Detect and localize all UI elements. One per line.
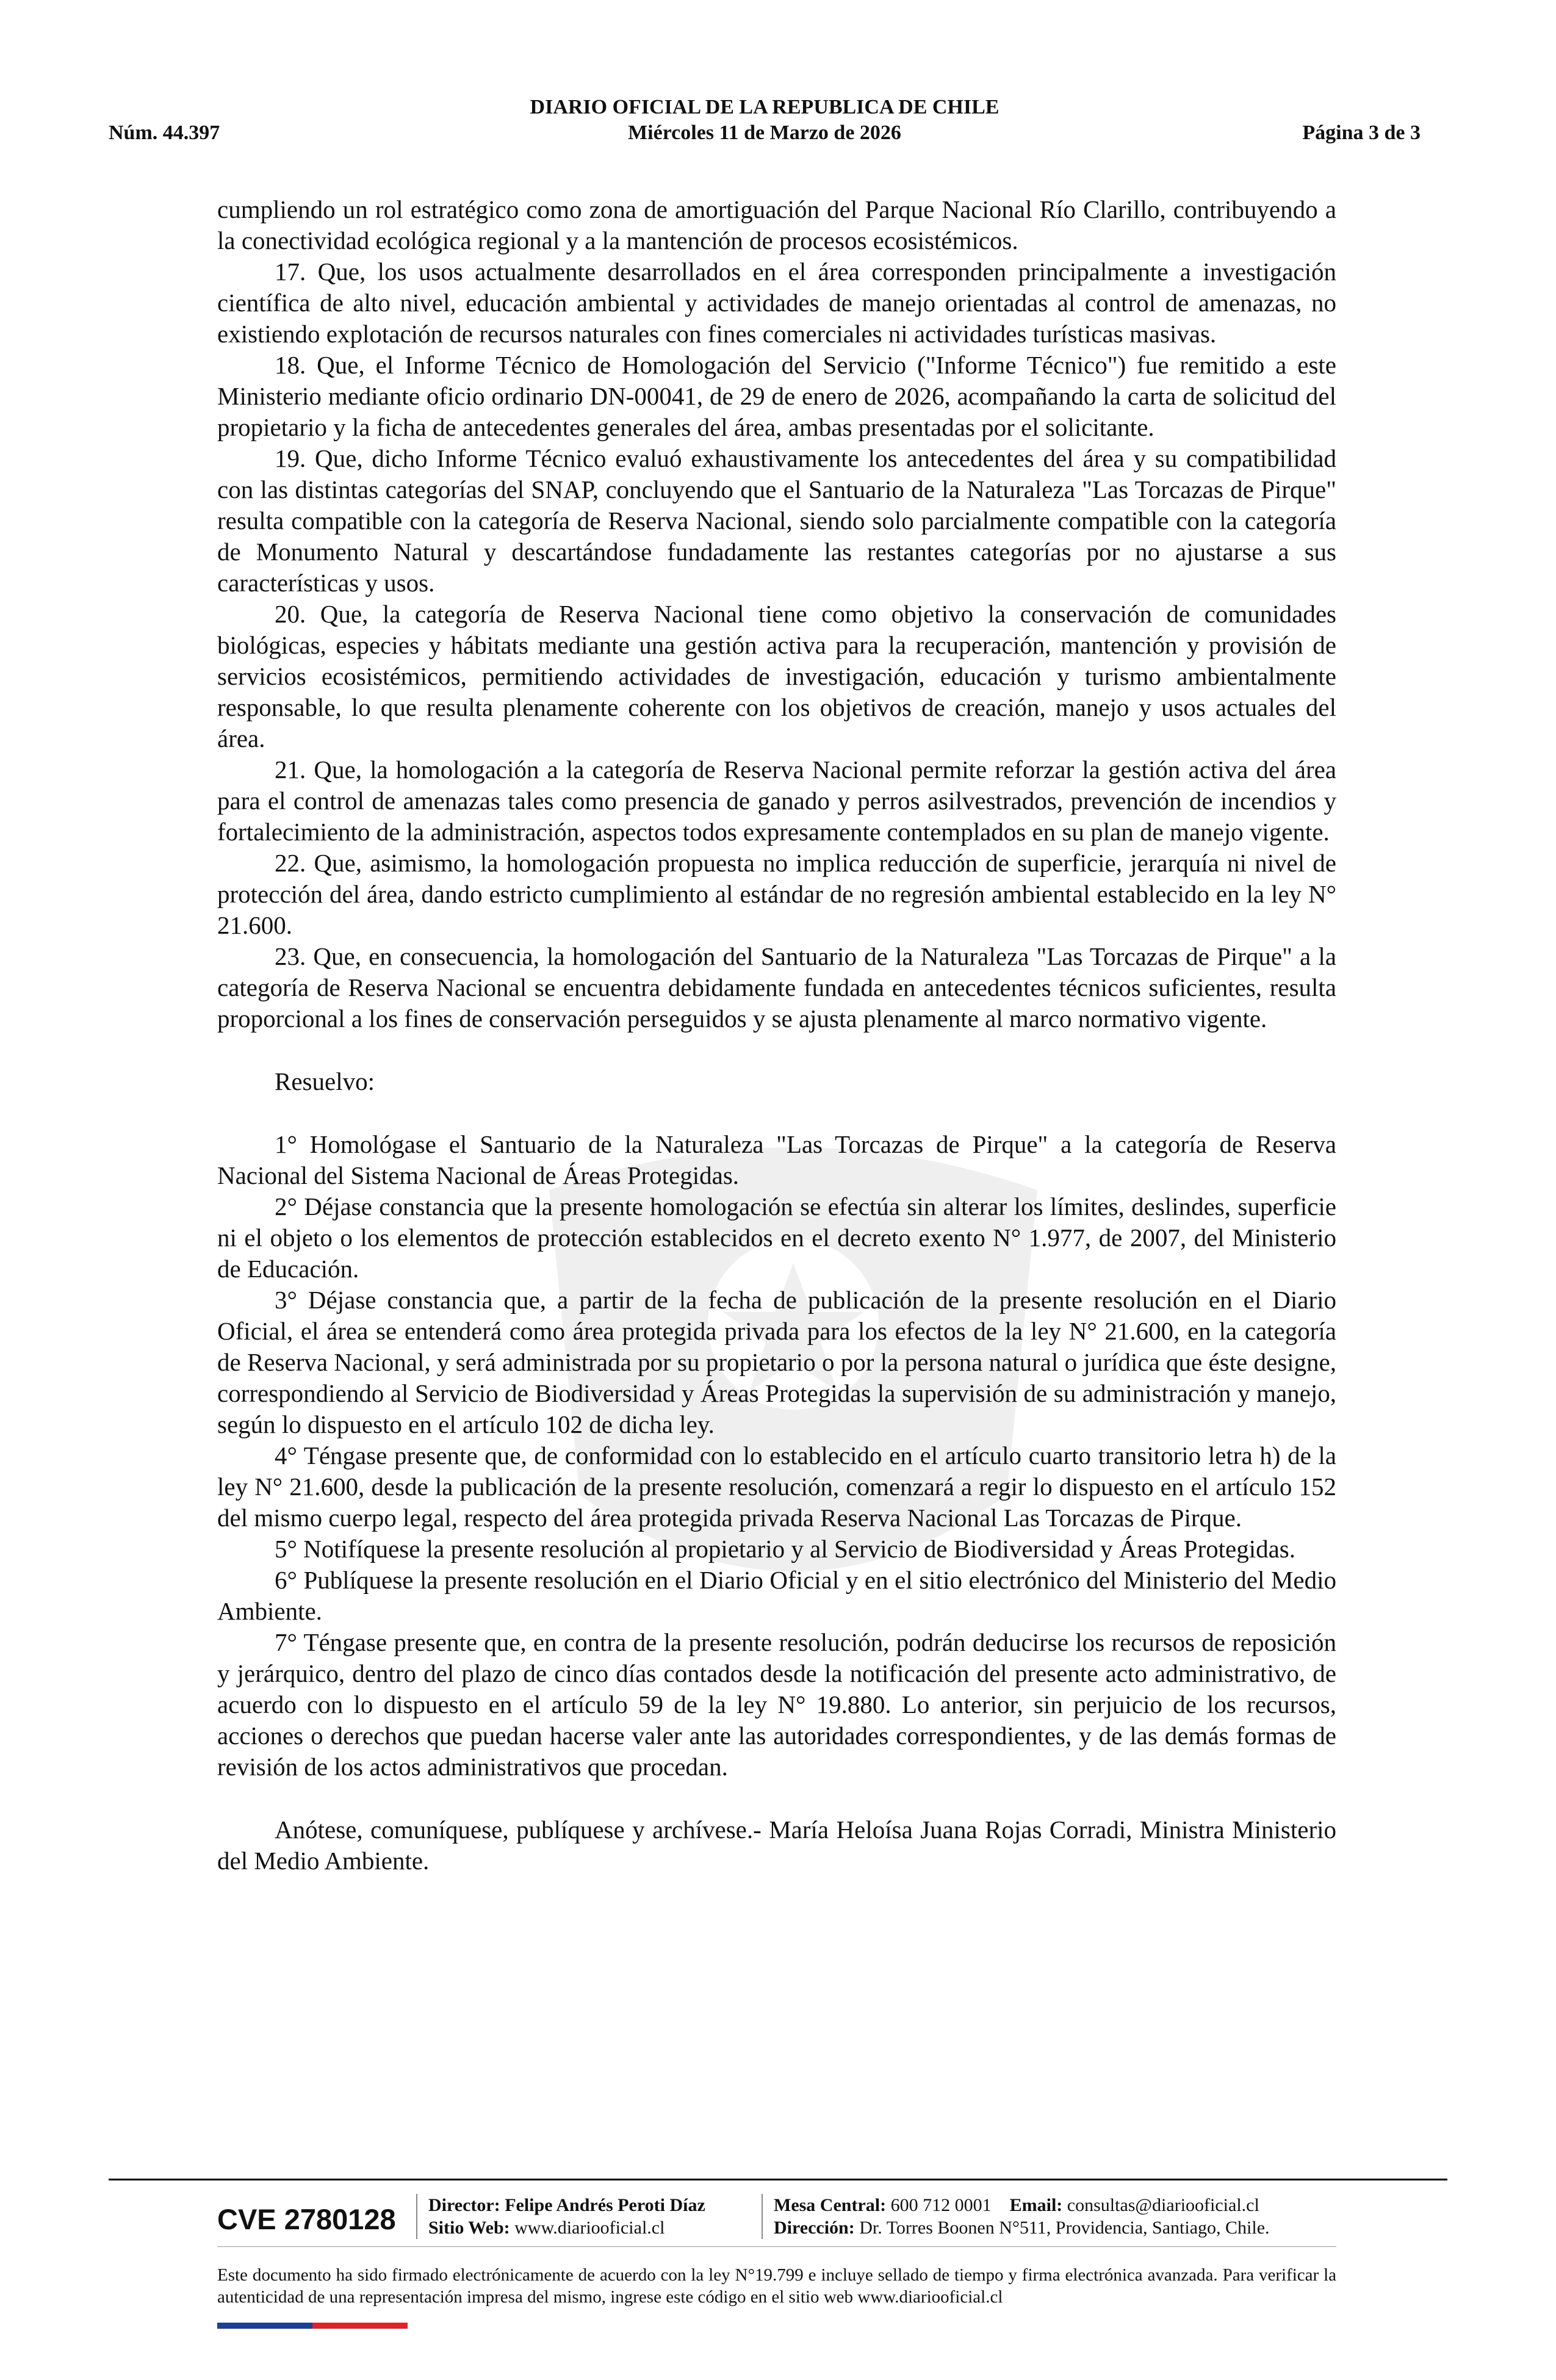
- electronic-signature-note: Este documento ha sido firmado electrónicamente de acuerdo con la ley N°19.799 e incluye sellado de tiempo y firma electrónica avanzada. Para verificar la autenticidad de una representación impresa del mismo, ingrese este código en el sitio web www.diariooficial.cl: [217, 2265, 1336, 2307]
- footer-director-block: [416, 2194, 758, 2239]
- paragraph-17: 17. Que, los usos actualmente desarrollados en el área corresponden principalmente a investigación científica de alto nivel, educación ambiental y actividades de manejo orientadas al control de amenazas, no existiendo explotación de recursos naturales con fines comerciales ni actividades turísticas masivas.: [217, 258, 1336, 348]
- resolution-3: 3° Déjase constancia que, a partir de la fecha de publicación de la presente resolución en el Diario Oficial, el área se entenderá como área protegida privada para los efectos de la ley N° 21.600, en la categoría de Reserva Nacional, y será administrada por su propietario o por la persona natural o jurídica que éste designe, correspondiendo al Servicio de Biodiversidad y Áreas Protegidas la supervisión de su administración y manejo, según lo dispuesto en el artículo 102 de dicha ley.: [217, 1286, 1336, 1438]
- flag-stripe: [217, 2323, 408, 2329]
- paragraph-20: 20. Que, la categoría de Reserva Nacional tiene como objetivo la conservación de comunidades biológicas, especies y hábitats mediante una gestión activa para la recuperación, mantención y provisión de servicios ecosistémicos, permitiendo actividades de investigación, educación y turismo ambientalmente responsable, lo que resulta plenamente coherente con los objetivos de creación, manejo y usos actuales del área.: [217, 600, 1336, 752]
- resolution-4: 4° Téngase presente que, de conformidad con lo establecido en el artículo cuarto transitorio letra h) de la ley N° 21.600, desde la publicación de la presente resolución, comenzará a regir lo dispuesto en el artículo 152 del mismo cuerpo legal, respecto del área protegida privada Reserva Nacional Las Torcazas de Pirque.: [217, 1441, 1336, 1532]
- paragraph-23: 23. Que, en consecuencia, la homologación del Santuario de la Naturaleza "Las Torcazas de Pirque" a la categoría de Reserva Nacional se encuentra debidamente fundada en antecedentes técnicos suficientes, resulta proporcional a los fines de conservación perseguidos y se ajusta plenamente al marco normativo vigente.: [217, 942, 1336, 1033]
- email-link[interactable]: consultas@diariooficial.cl: [1067, 2195, 1259, 2215]
- director-name: Felipe Andrés Peroti Díaz: [505, 2195, 705, 2215]
- footer-rule: [109, 2179, 1447, 2180]
- paragraph-22: 22. Que, asimismo, la homologación propuesta no implica reducción de superficie, jerarquía ni nivel de protección del área, dando estricto cumplimiento al estándar de no regresión ambiental establecido en la ley N° 21.600.: [217, 849, 1336, 939]
- site-label: Sitio Web:: [428, 2218, 510, 2238]
- resuelvo-heading: Resuelvo:: [275, 1067, 375, 1095]
- resolution-6: 6° Publíquese la presente resolución en el Diario Oficial y en el sitio electrónico del Ministerio del Medio Ambiente.: [217, 1566, 1336, 1625]
- site-link[interactable]: www.diariooficial.cl: [514, 2218, 665, 2238]
- paragraph-18: 18. Que, el Informe Técnico de Homologación del Servicio ("Informe Técnico") fue remitido a este Ministerio mediante oficio ordinario DN-00041, de 29 de enero de 2026, acompañando la carta de solicitud del propietario y la ficha de antecedentes generales del área, ambas presentadas por el solicitante.: [217, 351, 1336, 441]
- resolution-7: 7° Téngase presente que, en contra de la presente resolución, podrán deducirse los recursos de reposición y jerárquico, dentro del plazo de cinco días contados desde la notificación del presente acto administrativo, de acuerdo con lo dispuesto en el artículo 59 de la ley N° 19.880. Lo anterior, sin perjuicio de los recursos, acciones o derechos que puedan hacerse valer ante las autoridades correspondientes, y de las demás formas de revisión de los actos administrativos que procedan.: [217, 1628, 1336, 1781]
- newspaper-title: DIARIO OFICIAL DE LA REPUBLICA DE CHILE: [530, 96, 1000, 118]
- resolution-5: 5° Notifíquese la presente resolución al propietario y al Servicio de Biodiversidad y Áreas Protegidas.: [275, 1535, 1296, 1563]
- resolution-2: 2° Déjase constancia que la presente homologación se efectúa sin alterar los límites, deslindes, superficie ni el objeto o los elementos de protección establecidos en el decreto exento N° 1.977, de 2007, del Ministerio de Educación.: [217, 1192, 1336, 1283]
- resolution-1: 1° Homológase el Santuario de la Naturaleza "Las Torcazas de Pirque" a la categoría de Reserva Nacional del Sistema Nacional de Áreas Protegidas.: [217, 1130, 1336, 1189]
- footer-contact-block: [762, 2194, 1323, 2239]
- flag-red-segment: [312, 2323, 408, 2329]
- flag-blue-segment: [217, 2323, 312, 2329]
- issue-date: Miércoles 11 de Marzo de 2026: [628, 121, 901, 144]
- page-footer: [109, 2179, 1447, 2329]
- paragraph-continuation: cumpliendo un rol estratégico como zona de amortiguación del Parque Nacional Río Clarillo, contribuyendo a la conectividad ecológica regional y a la mantención de procesos ecosistémicos.: [217, 195, 1336, 254]
- email-label: Email:: [1009, 2195, 1063, 2215]
- address-value: Dr. Torres Boonen N°511, Providencia, Santiago, Chile.: [859, 2218, 1270, 2238]
- address-label: Dirección:: [774, 2218, 855, 2238]
- page-number: Página 3 de 3: [1302, 121, 1421, 144]
- mesa-value: 600 712 0001: [890, 2195, 992, 2215]
- issue-number: Núm. 44.397: [109, 121, 220, 144]
- footer-note-rule: [217, 2246, 1336, 2247]
- director-label: Director:: [428, 2195, 500, 2215]
- cve-code: CVE 2780128: [217, 2203, 396, 2235]
- document-body: [217, 194, 1336, 1877]
- paragraph-21: 21. Que, la homologación a la categoría de Reserva Nacional permite reforzar la gestión activa del área para el control de amenazas tales como presencia de ganado y perros asilvestrados, prevención de incendios y fortalecimiento de la administración, aspectos todos expresamente contemplados en su plan de manejo vigente.: [217, 755, 1336, 846]
- closing-signature: Anótese, comuníquese, publíquese y archívese.- María Heloísa Juana Rojas Corradi, Ministra Ministerio del Medio Ambiente.: [217, 1816, 1336, 1875]
- paragraph-19: 19. Que, dicho Informe Técnico evaluó exhaustivamente los antecedentes del área y su compatibilidad con las distintas categorías del SNAP, concluyendo que el Santuario de la Naturaleza "Las Torcazas de Pirque" resulta compatible con la categoría de Reserva Nacional, siendo solo parcialmente compatible con la categoría de Monumento Natural y descartándose fundadamente las restantes categorías por no ajustarse a sus características y usos.: [217, 444, 1336, 597]
- page-header: [109, 95, 1421, 150]
- mesa-label: Mesa Central:: [774, 2195, 887, 2215]
